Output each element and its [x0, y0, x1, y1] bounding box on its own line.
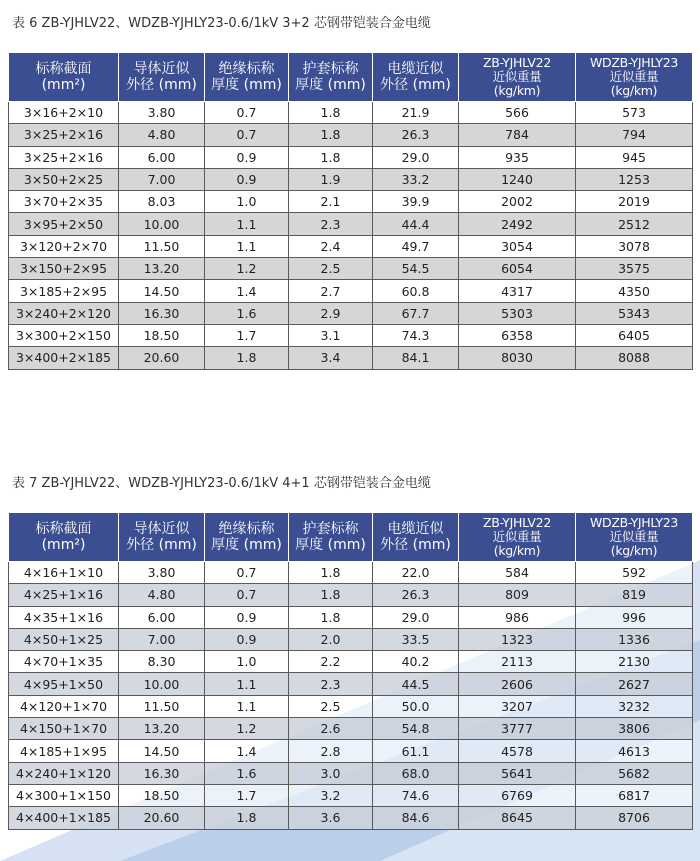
table-cell: 4350	[576, 280, 693, 302]
table-cell: 5682	[576, 762, 693, 784]
table-cell: 13.20	[119, 258, 205, 280]
table-cell: 1.9	[289, 168, 373, 190]
table-row	[9, 124, 693, 146]
table-cell: 2.8	[289, 740, 373, 762]
table-cell: 33.2	[373, 168, 459, 190]
table-row	[9, 784, 693, 806]
table-cell: 14.50	[119, 280, 205, 302]
table-cell: 1.1	[205, 673, 289, 695]
table-cell: 1.8	[289, 146, 373, 168]
table-row	[9, 807, 693, 829]
table-caption: 表 7 ZB-YJHLV22、WDZB-YJHLY23-0.6/1kV 4+1 芯钢带铠装合金电缆	[12, 476, 431, 491]
table-cell: 8645	[459, 807, 576, 829]
table-cell: 3232	[576, 695, 693, 717]
table-cell: 2130	[576, 651, 693, 673]
table-cell: 1.7	[205, 324, 289, 346]
table-row	[9, 258, 693, 280]
table-cell: 566	[459, 102, 576, 124]
table-cell: 3078	[576, 235, 693, 257]
column-header-line: 外径 (mm)	[380, 77, 451, 93]
table-cell: 74.3	[373, 324, 459, 346]
table-cell: 1240	[459, 168, 576, 190]
table-cell: 5303	[459, 302, 576, 324]
table-cell: 74.6	[373, 784, 459, 806]
column-header-line: (kg/km)	[610, 543, 658, 558]
table-caption: 表 6 ZB-YJHLV22、WDZB-YJHLY23-0.6/1kV 3+2 芯钢带铠装合金电缆	[12, 16, 431, 31]
table-cell: 1.1	[205, 695, 289, 717]
column-header-line: 近似重量	[609, 529, 659, 544]
table-cell: 49.7	[373, 235, 459, 257]
table-cell: 0.9	[205, 168, 289, 190]
column-header-line: 护套标称	[302, 521, 359, 537]
column-header-line: 电缆近似	[387, 61, 444, 77]
column-header-line: 导体近似	[133, 61, 190, 77]
column-header-line: 绝缘标称	[218, 61, 275, 77]
table-cell: 54.5	[373, 258, 459, 280]
table-cell: 4×35+1×16	[9, 606, 119, 628]
table-cell: 84.1	[373, 347, 459, 369]
table-row	[9, 146, 693, 168]
table-cell: 0.7	[205, 124, 289, 146]
table-cell: 3×185+2×95	[9, 280, 119, 302]
column-header	[205, 513, 289, 562]
table-cell: 935	[459, 146, 576, 168]
column-header-line: 标称截面	[35, 521, 92, 537]
table-cell: 1.6	[205, 762, 289, 784]
table-cell: 794	[576, 124, 693, 146]
table-cell: 0.9	[205, 628, 289, 650]
table-cell: 996	[576, 606, 693, 628]
table-row	[9, 280, 693, 302]
table-cell: 29.0	[373, 606, 459, 628]
table-cell: 2113	[459, 651, 576, 673]
table-cell: 3777	[459, 718, 576, 740]
table-cell: 6.00	[119, 146, 205, 168]
column-header	[9, 53, 119, 102]
table-cell: 40.2	[373, 651, 459, 673]
table-cell: 20.60	[119, 347, 205, 369]
column-header-line: ZB-YJHLV22	[483, 515, 551, 530]
table-cell: 0.9	[205, 146, 289, 168]
table-cell: 819	[576, 584, 693, 606]
table-cell: 4.80	[119, 124, 205, 146]
table-cell: 4578	[459, 740, 576, 762]
table-cell: 1323	[459, 628, 576, 650]
table-row	[9, 718, 693, 740]
table-cell: 16.30	[119, 302, 205, 324]
table-cell: 1.8	[289, 584, 373, 606]
table-cell: 8.03	[119, 191, 205, 213]
table-cell: 3×400+2×185	[9, 347, 119, 369]
table-row	[9, 740, 693, 762]
table-cell: 1.8	[289, 102, 373, 124]
table-cell: 4×300+1×150	[9, 784, 119, 806]
column-header-line: 电缆近似	[387, 521, 444, 537]
column-header-line: 外径 (mm)	[380, 537, 451, 553]
column-header-line: (kg/km)	[493, 83, 541, 98]
column-header-line: 近似重量	[492, 69, 542, 84]
table-cell: 21.9	[373, 102, 459, 124]
column-header	[289, 513, 373, 562]
table-cell: 3×120+2×70	[9, 235, 119, 257]
table-cell: 2002	[459, 191, 576, 213]
table-row	[9, 651, 693, 673]
table-cell: 4317	[459, 280, 576, 302]
table-cell: 5641	[459, 762, 576, 784]
table-cell: 2492	[459, 213, 576, 235]
table-cell: 4.80	[119, 584, 205, 606]
table-cell: 4×400+1×185	[9, 807, 119, 829]
column-header-line: 绝缘标称	[218, 521, 275, 537]
table-cell: 44.5	[373, 673, 459, 695]
table-cell: 2.1	[289, 191, 373, 213]
table-cell: 4×240+1×120	[9, 762, 119, 784]
table-cell: 6054	[459, 258, 576, 280]
table-cell: 68.0	[373, 762, 459, 784]
table-row	[9, 606, 693, 628]
table-cell: 1.8	[205, 347, 289, 369]
table-cell: 945	[576, 146, 693, 168]
column-header	[373, 53, 459, 102]
table-row	[9, 168, 693, 190]
table-cell: 26.3	[373, 584, 459, 606]
table-cell: 26.3	[373, 124, 459, 146]
table-cell: 3806	[576, 718, 693, 740]
table-cell: 3.80	[119, 102, 205, 124]
table-cell: 2.6	[289, 718, 373, 740]
table-cell: 3.2	[289, 784, 373, 806]
table-cell: 784	[459, 124, 576, 146]
table-cell: 4×70+1×35	[9, 651, 119, 673]
table-cell: 1336	[576, 628, 693, 650]
table-cell: 1253	[576, 168, 693, 190]
column-header	[119, 53, 205, 102]
table-cell: 5343	[576, 302, 693, 324]
table-cell: 84.6	[373, 807, 459, 829]
table-7-section	[8, 474, 692, 830]
table-cell: 14.50	[119, 740, 205, 762]
table-cell: 4×50+1×25	[9, 628, 119, 650]
table-cell: 986	[459, 606, 576, 628]
column-header-line: (kg/km)	[493, 543, 541, 558]
table-cell: 1.4	[205, 280, 289, 302]
table-cell: 584	[459, 562, 576, 584]
table-row	[9, 302, 693, 324]
column-header-line: (kg/km)	[610, 83, 658, 98]
column-header-line: (mm²)	[41, 77, 86, 93]
table-cell: 10.00	[119, 213, 205, 235]
table-cell: 0.7	[205, 102, 289, 124]
table-cell: 4613	[576, 740, 693, 762]
table-cell: 18.50	[119, 324, 205, 346]
table-cell: 2606	[459, 673, 576, 695]
table-cell: 3×95+2×50	[9, 213, 119, 235]
table-cell: 7.00	[119, 628, 205, 650]
table-cell: 2019	[576, 191, 693, 213]
table-cell: 2.9	[289, 302, 373, 324]
table-cell: 573	[576, 102, 693, 124]
table-cell: 3×150+2×95	[9, 258, 119, 280]
table-cell: 1.8	[289, 562, 373, 584]
table-cell: 2.5	[289, 258, 373, 280]
table-row	[9, 673, 693, 695]
table-cell: 6.00	[119, 606, 205, 628]
table-cell: 8030	[459, 347, 576, 369]
table-cell: 3×50+2×25	[9, 168, 119, 190]
table-cell: 60.8	[373, 280, 459, 302]
column-header-line: 导体近似	[133, 521, 190, 537]
table-row	[9, 762, 693, 784]
column-header	[459, 513, 576, 562]
table-cell: 3×25+2×16	[9, 146, 119, 168]
table-cell: 3.0	[289, 762, 373, 784]
table-cell: 44.4	[373, 213, 459, 235]
table-cell: 0.7	[205, 584, 289, 606]
table-cell: 18.50	[119, 784, 205, 806]
table-cell: 3.6	[289, 807, 373, 829]
table-cell: 6769	[459, 784, 576, 806]
column-header-line: WDZB-YJHLY23	[589, 515, 679, 530]
table-cell: 39.9	[373, 191, 459, 213]
table-cell: 3.4	[289, 347, 373, 369]
table-cell: 67.7	[373, 302, 459, 324]
table-cell: 16.30	[119, 762, 205, 784]
column-header	[373, 513, 459, 562]
table-cell: 1.6	[205, 302, 289, 324]
table-cell: 7.00	[119, 168, 205, 190]
table-cell: 3575	[576, 258, 693, 280]
table-cell: 8706	[576, 807, 693, 829]
column-header-line: 外径 (mm)	[126, 77, 197, 93]
table-cell: 3×16+2×10	[9, 102, 119, 124]
column-header	[9, 513, 119, 562]
table-cell: 3×300+2×150	[9, 324, 119, 346]
column-header-line: 护套标称	[302, 61, 359, 77]
table-cell: 61.1	[373, 740, 459, 762]
column-header-line: 厚度 (mm)	[295, 77, 366, 93]
table-cell: 2.3	[289, 673, 373, 695]
table-cell: 13.20	[119, 718, 205, 740]
column-header-line: ZB-YJHLV22	[483, 55, 551, 70]
table-cell: 0.7	[205, 562, 289, 584]
table-cell: 4×185+1×95	[9, 740, 119, 762]
table-cell: 2.2	[289, 651, 373, 673]
table-cell: 22.0	[373, 562, 459, 584]
table-cell: 3×70+2×35	[9, 191, 119, 213]
table-cell: 1.8	[289, 124, 373, 146]
column-header	[289, 53, 373, 102]
table-cell: 4×120+1×70	[9, 695, 119, 717]
table-cell: 1.0	[205, 651, 289, 673]
table-row	[9, 628, 693, 650]
table-cell: 50.0	[373, 695, 459, 717]
cable-spec-table	[8, 52, 693, 370]
table-row	[9, 213, 693, 235]
table-cell: 10.00	[119, 673, 205, 695]
table-cell: 3054	[459, 235, 576, 257]
column-header	[459, 53, 576, 102]
table-cell: 2.4	[289, 235, 373, 257]
table-row	[9, 235, 693, 257]
table-cell: 29.0	[373, 146, 459, 168]
table-cell: 4×150+1×70	[9, 718, 119, 740]
table-cell: 8088	[576, 347, 693, 369]
table-cell: 1.4	[205, 740, 289, 762]
table-cell: 2.0	[289, 628, 373, 650]
column-header-line: WDZB-YJHLY23	[589, 55, 679, 70]
table-cell: 1.1	[205, 235, 289, 257]
table-cell: 1.8	[205, 807, 289, 829]
table-cell: 809	[459, 584, 576, 606]
table-cell: 6358	[459, 324, 576, 346]
table-cell: 54.8	[373, 718, 459, 740]
table-cell: 0.9	[205, 606, 289, 628]
table-cell: 20.60	[119, 807, 205, 829]
table-cell: 4×95+1×50	[9, 673, 119, 695]
table-cell: 4×25+1×16	[9, 584, 119, 606]
table-cell: 1.2	[205, 718, 289, 740]
table-cell: 8.30	[119, 651, 205, 673]
table-cell: 4×16+1×10	[9, 562, 119, 584]
table-cell: 2627	[576, 673, 693, 695]
table-cell: 2.3	[289, 213, 373, 235]
table-row	[9, 191, 693, 213]
table-cell: 3×240+2×120	[9, 302, 119, 324]
table-cell: 11.50	[119, 695, 205, 717]
column-header	[576, 513, 693, 562]
column-header-line: 厚度 (mm)	[211, 77, 282, 93]
table-cell: 1.8	[289, 606, 373, 628]
table-row	[9, 324, 693, 346]
table-cell: 1.0	[205, 191, 289, 213]
table-cell: 11.50	[119, 235, 205, 257]
table-cell: 2.5	[289, 695, 373, 717]
table-cell: 3207	[459, 695, 576, 717]
column-header	[576, 53, 693, 102]
column-header-line: 标称截面	[35, 61, 92, 77]
column-header	[119, 513, 205, 562]
table-cell: 33.5	[373, 628, 459, 650]
column-header-line: (mm²)	[41, 537, 86, 553]
table-row	[9, 695, 693, 717]
table-6-section	[8, 14, 692, 370]
column-header-line: 外径 (mm)	[126, 537, 197, 553]
table-cell: 2.7	[289, 280, 373, 302]
table-cell: 592	[576, 562, 693, 584]
column-header-line: 厚度 (mm)	[295, 537, 366, 553]
column-header-line: 近似重量	[609, 69, 659, 84]
table-cell: 6405	[576, 324, 693, 346]
table-cell: 3×25+2×16	[9, 124, 119, 146]
table-cell: 1.1	[205, 213, 289, 235]
table-cell: 1.7	[205, 784, 289, 806]
table-cell: 2512	[576, 213, 693, 235]
table-row	[9, 102, 693, 124]
table-row	[9, 584, 693, 606]
table-cell: 3.1	[289, 324, 373, 346]
column-header-line: 厚度 (mm)	[211, 537, 282, 553]
table-cell: 3.80	[119, 562, 205, 584]
table-row	[9, 562, 693, 584]
table-row	[9, 347, 693, 369]
column-header	[205, 53, 289, 102]
table-cell: 6817	[576, 784, 693, 806]
table-cell: 1.2	[205, 258, 289, 280]
column-header-line: 近似重量	[492, 529, 542, 544]
cable-spec-table	[8, 512, 693, 830]
